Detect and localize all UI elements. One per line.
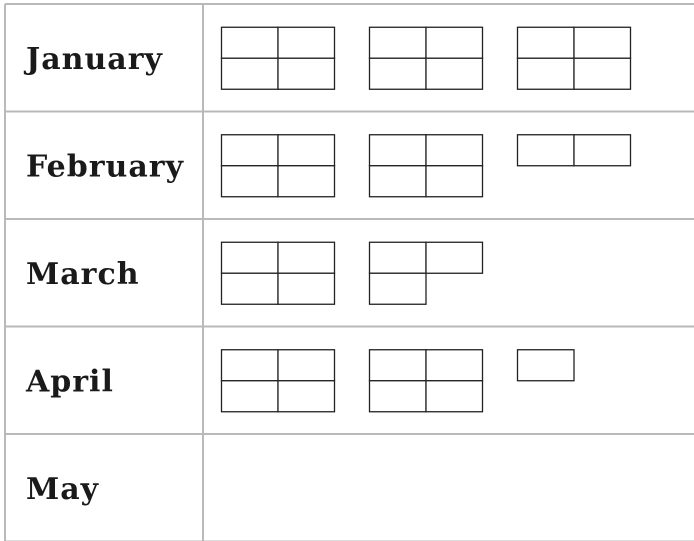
pictograph-unit (370, 27, 427, 58)
pictograph-unit (518, 27, 575, 58)
pictograph-unit (370, 381, 427, 412)
pictograph-unit (426, 381, 483, 412)
pictograph-unit (222, 27, 279, 58)
pictograph-unit (278, 135, 335, 166)
pictograph-unit (426, 242, 483, 273)
pictograph-unit (518, 58, 575, 89)
tick-label: February (26, 149, 185, 185)
pictograph-unit (222, 242, 279, 273)
pictograph-unit (370, 273, 427, 304)
pictograph-unit (222, 58, 279, 89)
pictograph-unit (426, 350, 483, 381)
pictograph-unit (574, 58, 631, 89)
pictograph-unit (574, 135, 631, 166)
pictograph-unit (426, 135, 483, 166)
pictograph-unit (370, 350, 427, 381)
pictograph-unit (574, 27, 631, 58)
tick-label: March (26, 256, 140, 292)
pictograph-unit (278, 166, 335, 197)
pictograph-unit (222, 273, 279, 304)
pictograph-unit (370, 242, 427, 273)
pictograph-unit (518, 135, 575, 166)
pictograph-unit (370, 166, 427, 197)
pictograph-unit (222, 135, 279, 166)
pictograph-unit (518, 350, 575, 381)
pictograph-unit (278, 242, 335, 273)
tick-label: April (26, 364, 114, 400)
pictograph-unit (278, 381, 335, 412)
pictograph-unit (370, 58, 427, 89)
tick-label: January (26, 41, 163, 77)
tick-label: May (26, 471, 100, 507)
pictograph-unit (426, 166, 483, 197)
pictograph-unit (426, 27, 483, 58)
pictograph-unit (278, 273, 335, 304)
pictograph-unit (222, 381, 279, 412)
pictograph-unit (222, 166, 279, 197)
pictograph-unit (278, 27, 335, 58)
pictograph-unit (426, 58, 483, 89)
pictograph-unit (222, 350, 279, 381)
pictograph-unit (278, 58, 335, 89)
pictograph-unit (370, 135, 427, 166)
pictograph-unit (278, 350, 335, 381)
